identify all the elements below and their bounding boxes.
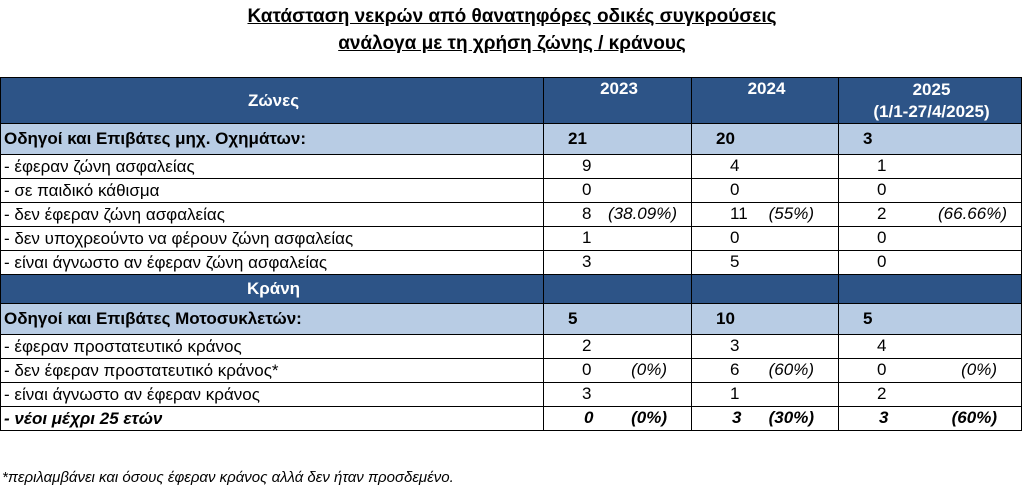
value-2024: 20 — [692, 124, 839, 155]
cell-2024 — [692, 383, 839, 407]
header-2023: 2023 — [544, 78, 692, 124]
helmet-header-row — [1, 275, 1022, 304]
value-2023: 9 — [582, 156, 592, 175]
row-label: Οδηγοί και Επιβάτες μηχ. Οχημάτων: — [1, 124, 544, 155]
value-2025: 0 — [877, 252, 887, 271]
percent-2025: (66.66%) — [938, 204, 1007, 223]
value-2024: 3 — [730, 336, 740, 355]
value-2023: 1 — [582, 228, 592, 247]
title-line-1: Κατάσταση νεκρών από θανατηφόρες οδικές συγκρούσεις — [247, 6, 777, 27]
cell-2023 — [544, 227, 692, 251]
header-2025-year: 2025 — [912, 79, 951, 99]
cell-2025 — [839, 155, 1022, 179]
value-2023: 8 — [582, 204, 592, 223]
percent-2023: (0%) — [631, 408, 667, 427]
value-2023: 0 — [584, 408, 594, 427]
value-2024: 10 — [692, 304, 839, 335]
percent-2025: (0%) — [961, 360, 997, 379]
cell-2025 — [839, 335, 1022, 359]
footnote: *περιλαμβάνει και όσους έφεραν κράνος αλλά δεν ήταν προσδεμένο. — [2, 469, 454, 486]
value-2025: 1 — [877, 156, 887, 175]
cell-2023 — [544, 359, 692, 383]
cell-2025 — [839, 359, 1022, 383]
cell-2025 — [839, 251, 1022, 275]
cell-2024 — [692, 203, 839, 227]
seatbelt-total-row — [1, 124, 1022, 155]
value-2025: 5 — [839, 304, 1022, 335]
value-2023: 0 — [582, 180, 592, 199]
row-label: - σε παιδικό κάθισμα — [1, 179, 544, 203]
row-label: - δεν υποχρεούντο να φέρουν ζώνη ασφαλείας — [1, 227, 544, 251]
value-2025: 3 — [839, 124, 1022, 155]
value-2025: 2 — [877, 204, 887, 223]
empty-cell — [692, 275, 839, 304]
row-label: - δεν έφεραν προστατευτικό κράνος* — [1, 359, 544, 383]
row-label: - έφεραν προστατευτικό κράνος — [1, 335, 544, 359]
cell-2023 — [544, 383, 692, 407]
value-2025: 0 — [877, 180, 887, 199]
table-row — [1, 203, 1022, 227]
value-2024: 4 — [730, 156, 740, 175]
value-2025: 4 — [877, 336, 887, 355]
helmet-header: Κράνη — [1, 275, 544, 304]
table-row — [1, 383, 1022, 407]
value-2023: 5 — [544, 304, 692, 335]
table-row — [1, 251, 1022, 275]
cell-2024 — [692, 359, 839, 383]
cell-2023 — [544, 155, 692, 179]
table-row — [1, 335, 1022, 359]
header-2025-range: (1/1-27/4/2025) — [873, 101, 990, 121]
row-label: - είναι άγνωστο αν έφεραν κράνος — [1, 383, 544, 407]
young-row — [1, 407, 1022, 431]
cell-2023 — [544, 203, 692, 227]
cell-2024 — [692, 251, 839, 275]
table-row — [1, 359, 1022, 383]
value-2024: 6 — [730, 360, 740, 379]
value-2024: 0 — [730, 180, 740, 199]
table-row — [1, 227, 1022, 251]
percent-2023: (0%) — [631, 360, 667, 379]
table-row — [1, 155, 1022, 179]
title-line-2: ανάλογα με τη χρήση ζώνης / κράνους — [338, 33, 686, 54]
value-2025: 3 — [879, 408, 889, 427]
cell-2024 — [692, 155, 839, 179]
row-label: Οδηγοί και Επιβάτες Μοτοσυκλετών: — [1, 304, 544, 335]
value-2024: 5 — [730, 252, 740, 271]
empty-cell — [544, 275, 692, 304]
cell-2023 — [544, 179, 692, 203]
empty-cell — [839, 275, 1022, 304]
row-label: - είναι άγνωστο αν έφεραν ζώνη ασφαλείας — [1, 251, 544, 275]
fatalities-table — [0, 77, 1022, 431]
cell-2024 — [692, 335, 839, 359]
cell-2024 — [692, 227, 839, 251]
value-2024: 0 — [730, 228, 740, 247]
cell-2025 — [839, 227, 1022, 251]
header-row — [1, 78, 1022, 124]
percent-2024: (30%) — [768, 408, 814, 427]
cell-2024 — [692, 407, 839, 431]
cell-2023 — [544, 335, 692, 359]
percent-2024: (60%) — [768, 360, 814, 379]
value-2023: 3 — [582, 252, 592, 271]
value-2025: 0 — [877, 228, 887, 247]
value-2024: 3 — [732, 408, 742, 427]
percent-2023: (38.09%) — [608, 204, 677, 223]
percent-2025: (60%) — [951, 408, 997, 427]
row-label: - δεν έφεραν ζώνη ασφαλείας — [1, 203, 544, 227]
value-2024: 11 — [730, 204, 748, 223]
percent-2024: (55%) — [768, 204, 814, 223]
value-2025: 2 — [877, 384, 887, 403]
table-row — [1, 179, 1022, 203]
header-2024: 2024 — [692, 78, 839, 124]
value-2024: 1 — [730, 384, 740, 403]
value-2023: 21 — [544, 124, 692, 155]
value-2023: 0 — [582, 360, 592, 379]
value-2023: 3 — [582, 384, 592, 403]
cell-2025 — [839, 203, 1022, 227]
value-2025: 0 — [877, 360, 887, 379]
row-label: - έφεραν ζώνη ασφαλείας — [1, 155, 544, 179]
cell-2025 — [839, 383, 1022, 407]
cell-2023 — [544, 251, 692, 275]
value-2023: 2 — [582, 336, 592, 355]
cell-2024 — [692, 179, 839, 203]
row-label: - νέοι μέχρι 25 ετών — [1, 407, 544, 431]
header-2025 — [839, 78, 1022, 124]
cell-2025 — [839, 407, 1022, 431]
cell-2025 — [839, 179, 1022, 203]
helmet-total-row — [1, 304, 1022, 335]
header-zones: Ζώνες — [1, 78, 544, 124]
cell-2023 — [544, 407, 692, 431]
